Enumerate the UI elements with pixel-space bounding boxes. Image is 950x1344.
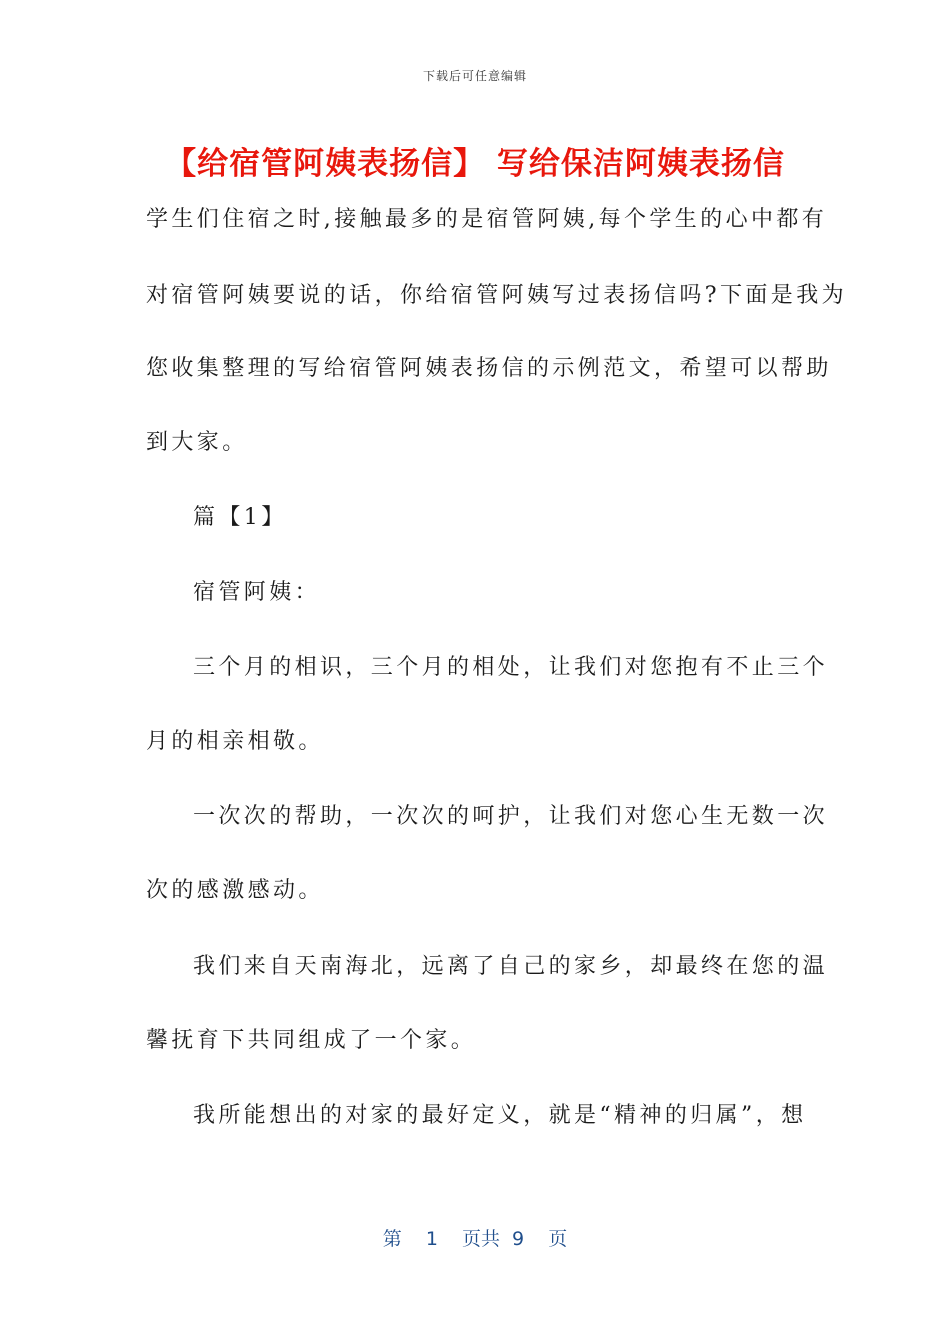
paragraph-line: 次的感激感动。	[146, 878, 324, 903]
paragraph-line: 馨抚育下共同组成了一个家。	[146, 1028, 477, 1053]
paragraph-line: 学生们住宿之时,接触最多的是宿管阿姨,每个学生的心中都有	[146, 207, 828, 232]
document-title: 【给宿管阿姨表扬信】 写给保洁阿姨表扬信	[165, 146, 785, 182]
salutation: 宿管阿姨：	[193, 580, 321, 605]
paragraph-line: 一次次的帮助，一次次的呵护，让我们对您心生无数一次	[193, 804, 829, 829]
paragraph-line: 我们来自天南海北，远离了自己的家乡，却最终在您的温	[193, 954, 829, 979]
paragraph-line: 月的相亲相敬。	[146, 729, 324, 754]
paragraph-line: 三个月的相识，三个月的相处，让我们对您抱有不止三个	[193, 655, 829, 680]
page-number-footer: 第 1 页共 9 页	[382, 1228, 568, 1250]
header-note: 下载后可任意编辑	[422, 69, 527, 83]
paragraph-line: 您收集整理的写给宿管阿姨表扬信的示例范文，希望可以帮助	[146, 356, 832, 381]
paragraph-line: 对宿管阿姨要说的话，你给宿管阿姨写过表扬信吗?下面是我为	[146, 283, 847, 308]
paragraph-line: 我所能想出的对家的最好定义，就是“精神的归属”，想	[193, 1103, 807, 1128]
section-heading: 篇【1】	[193, 505, 287, 530]
paragraph-line: 到大家。	[146, 430, 248, 455]
